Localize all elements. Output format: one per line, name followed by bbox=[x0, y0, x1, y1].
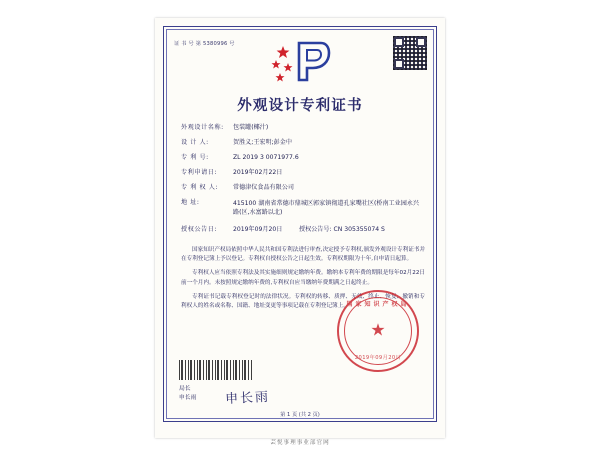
publication-date-label: 授权公告日: bbox=[181, 225, 218, 233]
seal-star-icon: ★ bbox=[370, 320, 386, 341]
field-label: 地 址: bbox=[181, 199, 200, 207]
field-designers bbox=[181, 139, 425, 148]
field-address bbox=[181, 199, 425, 217]
field-value: ZL 2019 3 0071977.6 bbox=[233, 154, 299, 162]
field-value: 2019年02月22日 bbox=[233, 169, 283, 177]
field-label: 外观设计名称: bbox=[181, 124, 224, 131]
field-value: 415100 湖南省常德市鼎城区郭家镇彻道孔家嘴社区(桥南工业园永兴路(区,水富路以北) bbox=[233, 200, 420, 217]
certificate-serial-number: 证 书 号 第 5380996 号 bbox=[174, 41, 235, 47]
field-label: 专 利 权 人: bbox=[181, 184, 219, 192]
field-value: 贺胜义;王宏明;彭金中 bbox=[233, 139, 292, 147]
field-application-date bbox=[181, 169, 425, 178]
director-block bbox=[179, 385, 196, 404]
cnipa-logo-icon bbox=[269, 40, 331, 86]
seal-date-text: 2019年09月20日 bbox=[354, 355, 402, 361]
page-number-footer: 第 1 页 (共 2 页) bbox=[280, 412, 320, 418]
body-paragraph-2: 专利权人应当依照专利法及其实施细则规定缴纳年费。缴纳本专利年费的期限是每年02月22日前一个月内。未按照规定缴纳年费的,专利权自应当缴纳年费期满之日起终止。 bbox=[181, 270, 425, 286]
field-value: 包装罐(椰汁) bbox=[233, 124, 269, 131]
field-label: 专利申请日: bbox=[181, 169, 218, 177]
field-label: 专 利 号: bbox=[181, 154, 209, 162]
barcode-icon bbox=[179, 360, 253, 380]
seal-top-text: 国家知识产权局 bbox=[346, 301, 410, 308]
body-paragraph-3: 专利证书记载专利权登记时的法律状况。专利权的转移、质押、无效、终止、恢复、撤销和专利权人的姓名或名称、国籍、地址变更等事项记载在专利登记簿上。 bbox=[181, 293, 425, 310]
qr-code-icon bbox=[393, 36, 427, 70]
field-value: 常德津仪食品有限公司 bbox=[233, 184, 294, 192]
page-title: 外观设计专利证书 bbox=[237, 97, 363, 114]
director-name: 申长雨 bbox=[179, 395, 197, 402]
publication-number-value: CN 305355074 S bbox=[333, 225, 385, 233]
field-patentee bbox=[181, 184, 425, 193]
patent-certificate-sheet bbox=[155, 18, 445, 438]
publication-number-label: 授权公告号: bbox=[299, 225, 332, 233]
body-paragraph-1: 国家知识产权局依照中华人民共和国专利法进行审查,决定授予专利权,颁发外观设计专利证书并在专利登记簿上予以登记。专利权自授权公告之日起生效。专利权期限为十年,自申请日起算。 bbox=[181, 247, 425, 263]
field-design-name bbox=[181, 124, 425, 133]
publication-date-value: 2019年09月20日 bbox=[233, 225, 283, 233]
certificate-fields bbox=[181, 124, 425, 239]
official-seal bbox=[337, 290, 419, 372]
field-label: 设 计 人: bbox=[181, 139, 209, 147]
director-signature: 申长雨 bbox=[224, 389, 271, 408]
image-watermark-footer: 芸悦事理事业部官网 bbox=[270, 440, 330, 446]
field-patent-number bbox=[181, 154, 425, 163]
field-publication bbox=[181, 224, 425, 233]
director-title: 局长 bbox=[179, 385, 191, 392]
